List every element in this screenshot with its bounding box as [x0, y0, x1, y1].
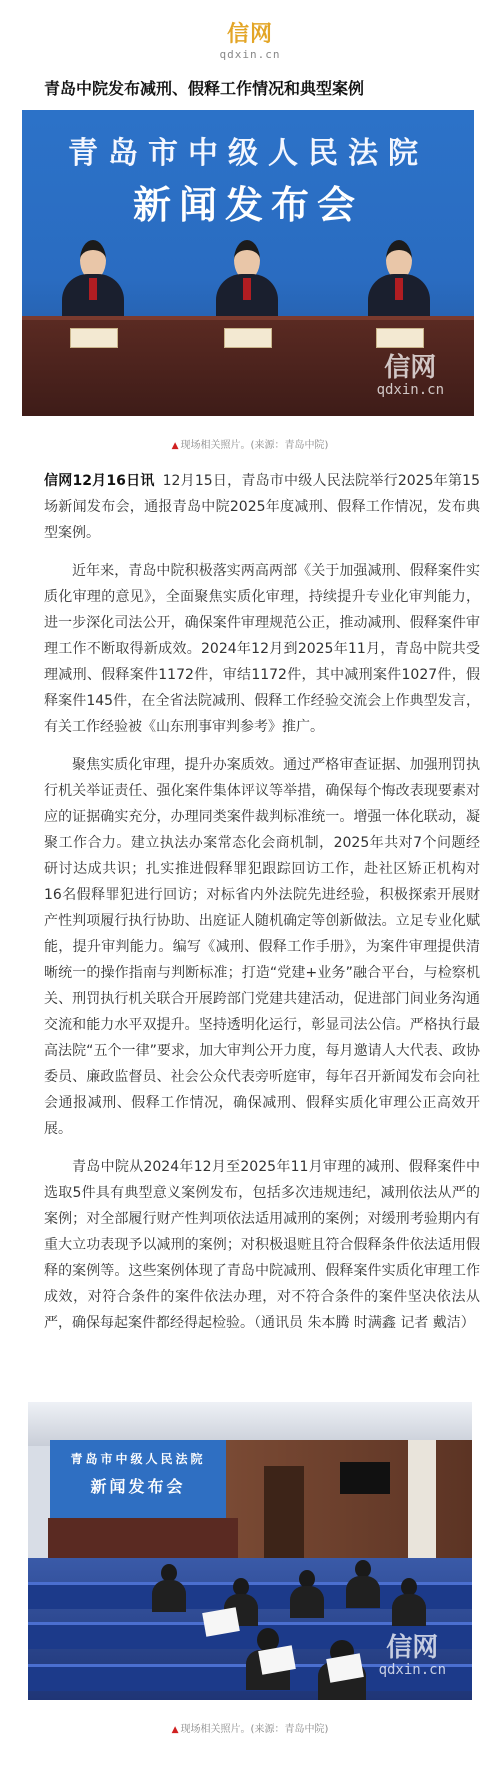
- article-body: [44, 468, 480, 1348]
- logo-mark: 信网: [226, 22, 273, 47]
- nameplate: [70, 328, 118, 348]
- paragraph: 近年来，青岛中院积极落实两高两部《关于加强减刑、假释案件实质化审理的意见》，全面聚焦实质化审理，持续提升专业化审判能力，进一步深化司法公开，确保案件审理规范公正，推动减刑、假释案件审理工作不断取得新成效。2024年12月到2025年11月，青岛中院共受理减刑、假释案件1172件，审结1172件，其中减刑案件1027件，假释案件145件，在全省法院减刑、假释工作经验交流会上作典型发言，有关工作经验被《山东刑事审判参考》推广。: [44, 563, 480, 735]
- photo-watermark: 信网 qdxin.cn: [378, 1633, 446, 1678]
- speaker-right: [364, 240, 434, 324]
- photo-caption: ▲ 现场相关照片。(来源：青岛中院): [171, 1724, 329, 1735]
- banner-event-name: 新闻发布会: [132, 182, 363, 227]
- paragraph: 聚焦实质化审理，提升办案质效。通过严格审查证据、加强刑罚执行机关举证责任、强化案件集体评议等举措，确保每个悔改表现要素对应的证据确实充分，办理同类案件裁判标准统一。增强一体化联动，凝聚工作合力。建立执法办案常态化会商机制，2025年共对7个问题经研讨达成共识；扎实推进假释罪犯跟踪回访工作，赴社区矫正机构对16名假释罪犯进行回访；对标省内外法院先进经验，积极探索开展财产性判项履行执行协助、出庭证人随机确定等创新做法。立足专业化赋能，提升审判能力。编写《减刑、假释工作手册》，为案件审理提供清晰统一的操作指南与判断标准；打造“党建+业务”融合平台，与检察机关、刑罚执行机关联合开展跨部门党建共建活动，促进部门间业务沟通交流和能力水平双提升。坚持透明化运行，彰显司法公信。严格执行最高法院“五个一律”要求，加大审判公开力度，每月邀请人大代表、政协委员、廉政监督员、社会公众代表旁听庭审，每年召开新闻发布会向社会通报减刑、假释工作情况，确保减刑、假释实质化审理公正高效开展。: [44, 757, 480, 1137]
- press-conference-photo: [22, 110, 474, 416]
- banner-court-name: 青岛市中级人民法院: [68, 136, 428, 171]
- dateline: 信网12月16日讯: [44, 473, 155, 489]
- photo-watermark: 信网 qdxin.cn: [376, 353, 444, 398]
- caption-triangle-icon: ▲: [171, 1725, 179, 1735]
- caption-triangle-icon: ▲: [171, 441, 179, 451]
- paragraph: 信网12月16日讯 12月15日，青岛市中级人民法院举行2025年第15场新闻发布会，通报青岛中院2025年度减刑、假释工作情况，发布典型案例。: [44, 473, 480, 541]
- backdrop-screen: 青岛市中级人民法院 新闻发布会: [50, 1440, 226, 1518]
- paragraph: 青岛中院从2024年12月至2025年11月审理的减刑、假释案件中选取5件具有典型意义案例发布，包括多次违规违纪，减刑依法从严的案例；对全部履行财产性判项依法适用减刑的案例；对缓刑考验期内有重大立功表现予以减刑的案例；对积极退赃且符合假释条件依法适用假释的案例等。这些案例体现了青岛中院减刑、假释案件实质化审理工作成效，对符合条件的案件依法办理，对不符合条件的案件坚决依法从严，确保每起案件都经得起检验。（通讯员 朱本腾 时满鑫 记者 戴洁）: [44, 1159, 480, 1331]
- audience-photo: [28, 1402, 472, 1700]
- site-logo[interactable]: [0, 0, 500, 66]
- speaker-center: [212, 240, 282, 324]
- speaker-left: [58, 240, 128, 324]
- photo-caption: ▲ 现场相关照片。(来源：青岛中院): [171, 440, 329, 451]
- article-headline: 青岛中院发布减刑、假释工作情况和典型案例: [44, 79, 365, 98]
- logo-url: qdxin.cn: [219, 48, 281, 61]
- nameplate: [224, 328, 272, 348]
- nameplate: [376, 328, 424, 348]
